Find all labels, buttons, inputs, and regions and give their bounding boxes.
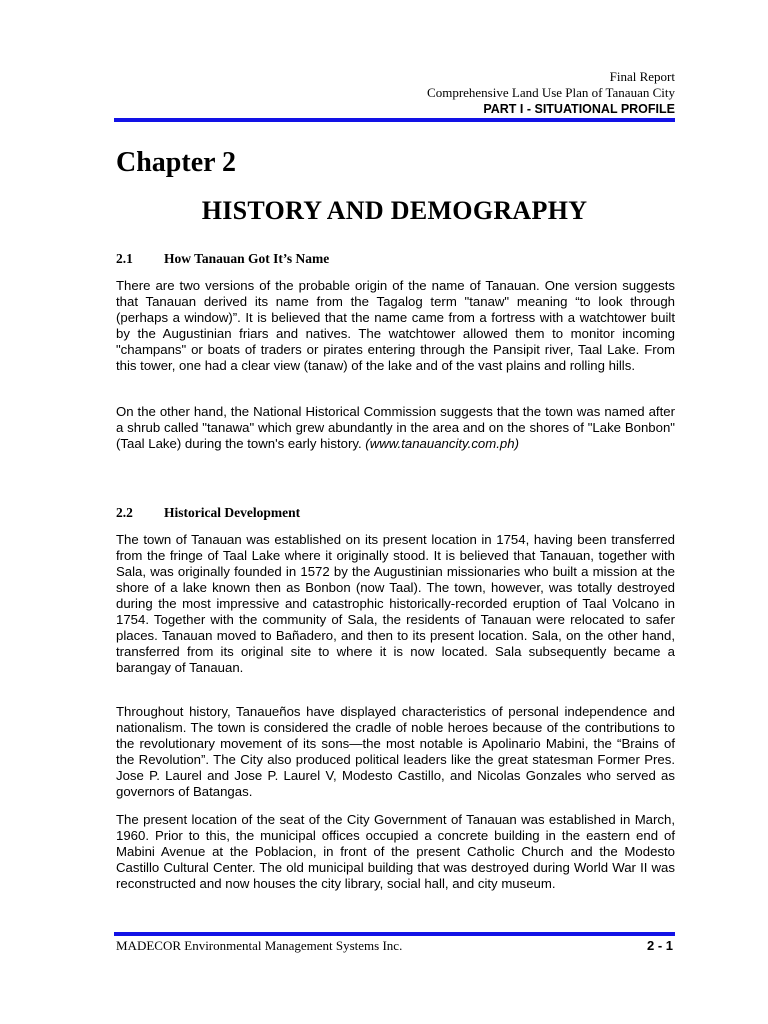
section-number: 2.2 — [116, 505, 133, 520]
header-report-type: Final Report — [609, 69, 675, 84]
page-number: 2 - 1 — [646, 938, 673, 953]
header-document-title: Comprehensive Land Use Plan of Tanauan City — [427, 85, 675, 100]
header-rule — [114, 118, 675, 122]
paragraph: Throughout history, Tanaueños have displayed characteristics of personal independence and nationalism. The town is considered the cradle of noble heroes because of the contributions to the revolutionary movement of its sons—the most notable is Apolinario Mabini, the “Brains of the Revolution”. The City also produced political leaders like the great statesman Former Pres. Jose P. Laurel and Jose P. Laurel V, Modesto Castillo, and Nicolas Gonzales who served as governors of Batangas. — [116, 704, 675, 799]
paragraph — [116, 404, 675, 452]
paragraph-text: On the other hand, the National Historical Commission suggests that the town was named after a shrub called "tanawa" which grew abundantly in the area and on the shores of "Lake Bonbon" (Taal Lake) during the town's early history. — [116, 404, 675, 451]
chapter-title: HISTORY AND DEMOGRAPHY — [201, 196, 588, 225]
footer-company: MADECOR Environmental Management Systems Inc. — [116, 938, 403, 953]
footer-rule — [114, 932, 675, 936]
paragraph: There are two versions of the probable origin of the name of Tanauan. One version suggests that Tanauan derived its name from the Tagalog term "tanaw" meaning “to look through (perhaps a window)”. It is believed that the name came from a fortress with a watchtower built by the Augustinian friars and natives. The watchtower allowed them to monitor incoming "champans" or boats of traders or pirates entering through the Pansipit river, Taal Lake. From this tower, one had a clear view (tanaw) of the lake and of the vast plains and rolling hills. — [116, 278, 675, 373]
section-number: 2.1 — [116, 251, 133, 266]
section-title: How Tanauan Got It’s Name — [164, 251, 330, 266]
section-title: Historical Development — [164, 505, 301, 520]
chapter-label: Chapter 2 — [116, 147, 237, 178]
section-heading-2-2 — [116, 504, 300, 522]
header-part-title: PART I - SITUATIONAL PROFILE — [483, 102, 675, 116]
paragraph: The town of Tanauan was established on its present location in 1754, having been transferred from the fringe of Taal Lake where it originally stood. It is believed that Tanauan, together with Sala, was originally founded in 1572 by the Augustinian missionaries who built a mission at the shore of a lake known then as Bonbon (now Taal). The town, however, was totally destroyed during the most impressive and catastrophic historically-recorded eruption of Taal Volcano in 1754. Together with the community of Sala, the residents of Tanauan were relocated to safer places. Tanauan moved to Bañadero, and then to its present location. Sala, on the other hand, transferred from its original site to where it is now located. Sala subsequently became a barangay of Tanauan. — [116, 532, 675, 675]
citation: (www.tanauancity.com.ph) — [365, 436, 519, 451]
section-heading-2-1 — [116, 250, 329, 268]
paragraph: The present location of the seat of the City Government of Tanauan was established in March, 1960. Prior to this, the municipal offices occupied a concrete building in the eastern end of Mabini Avenue at the Poblacion, in front of the present Catholic Church and the Modesto Castillo Cultural Center. The old municipal building that was destroyed during World War II was reconstructed and now houses the city library, social hall, and city museum. — [116, 812, 675, 891]
